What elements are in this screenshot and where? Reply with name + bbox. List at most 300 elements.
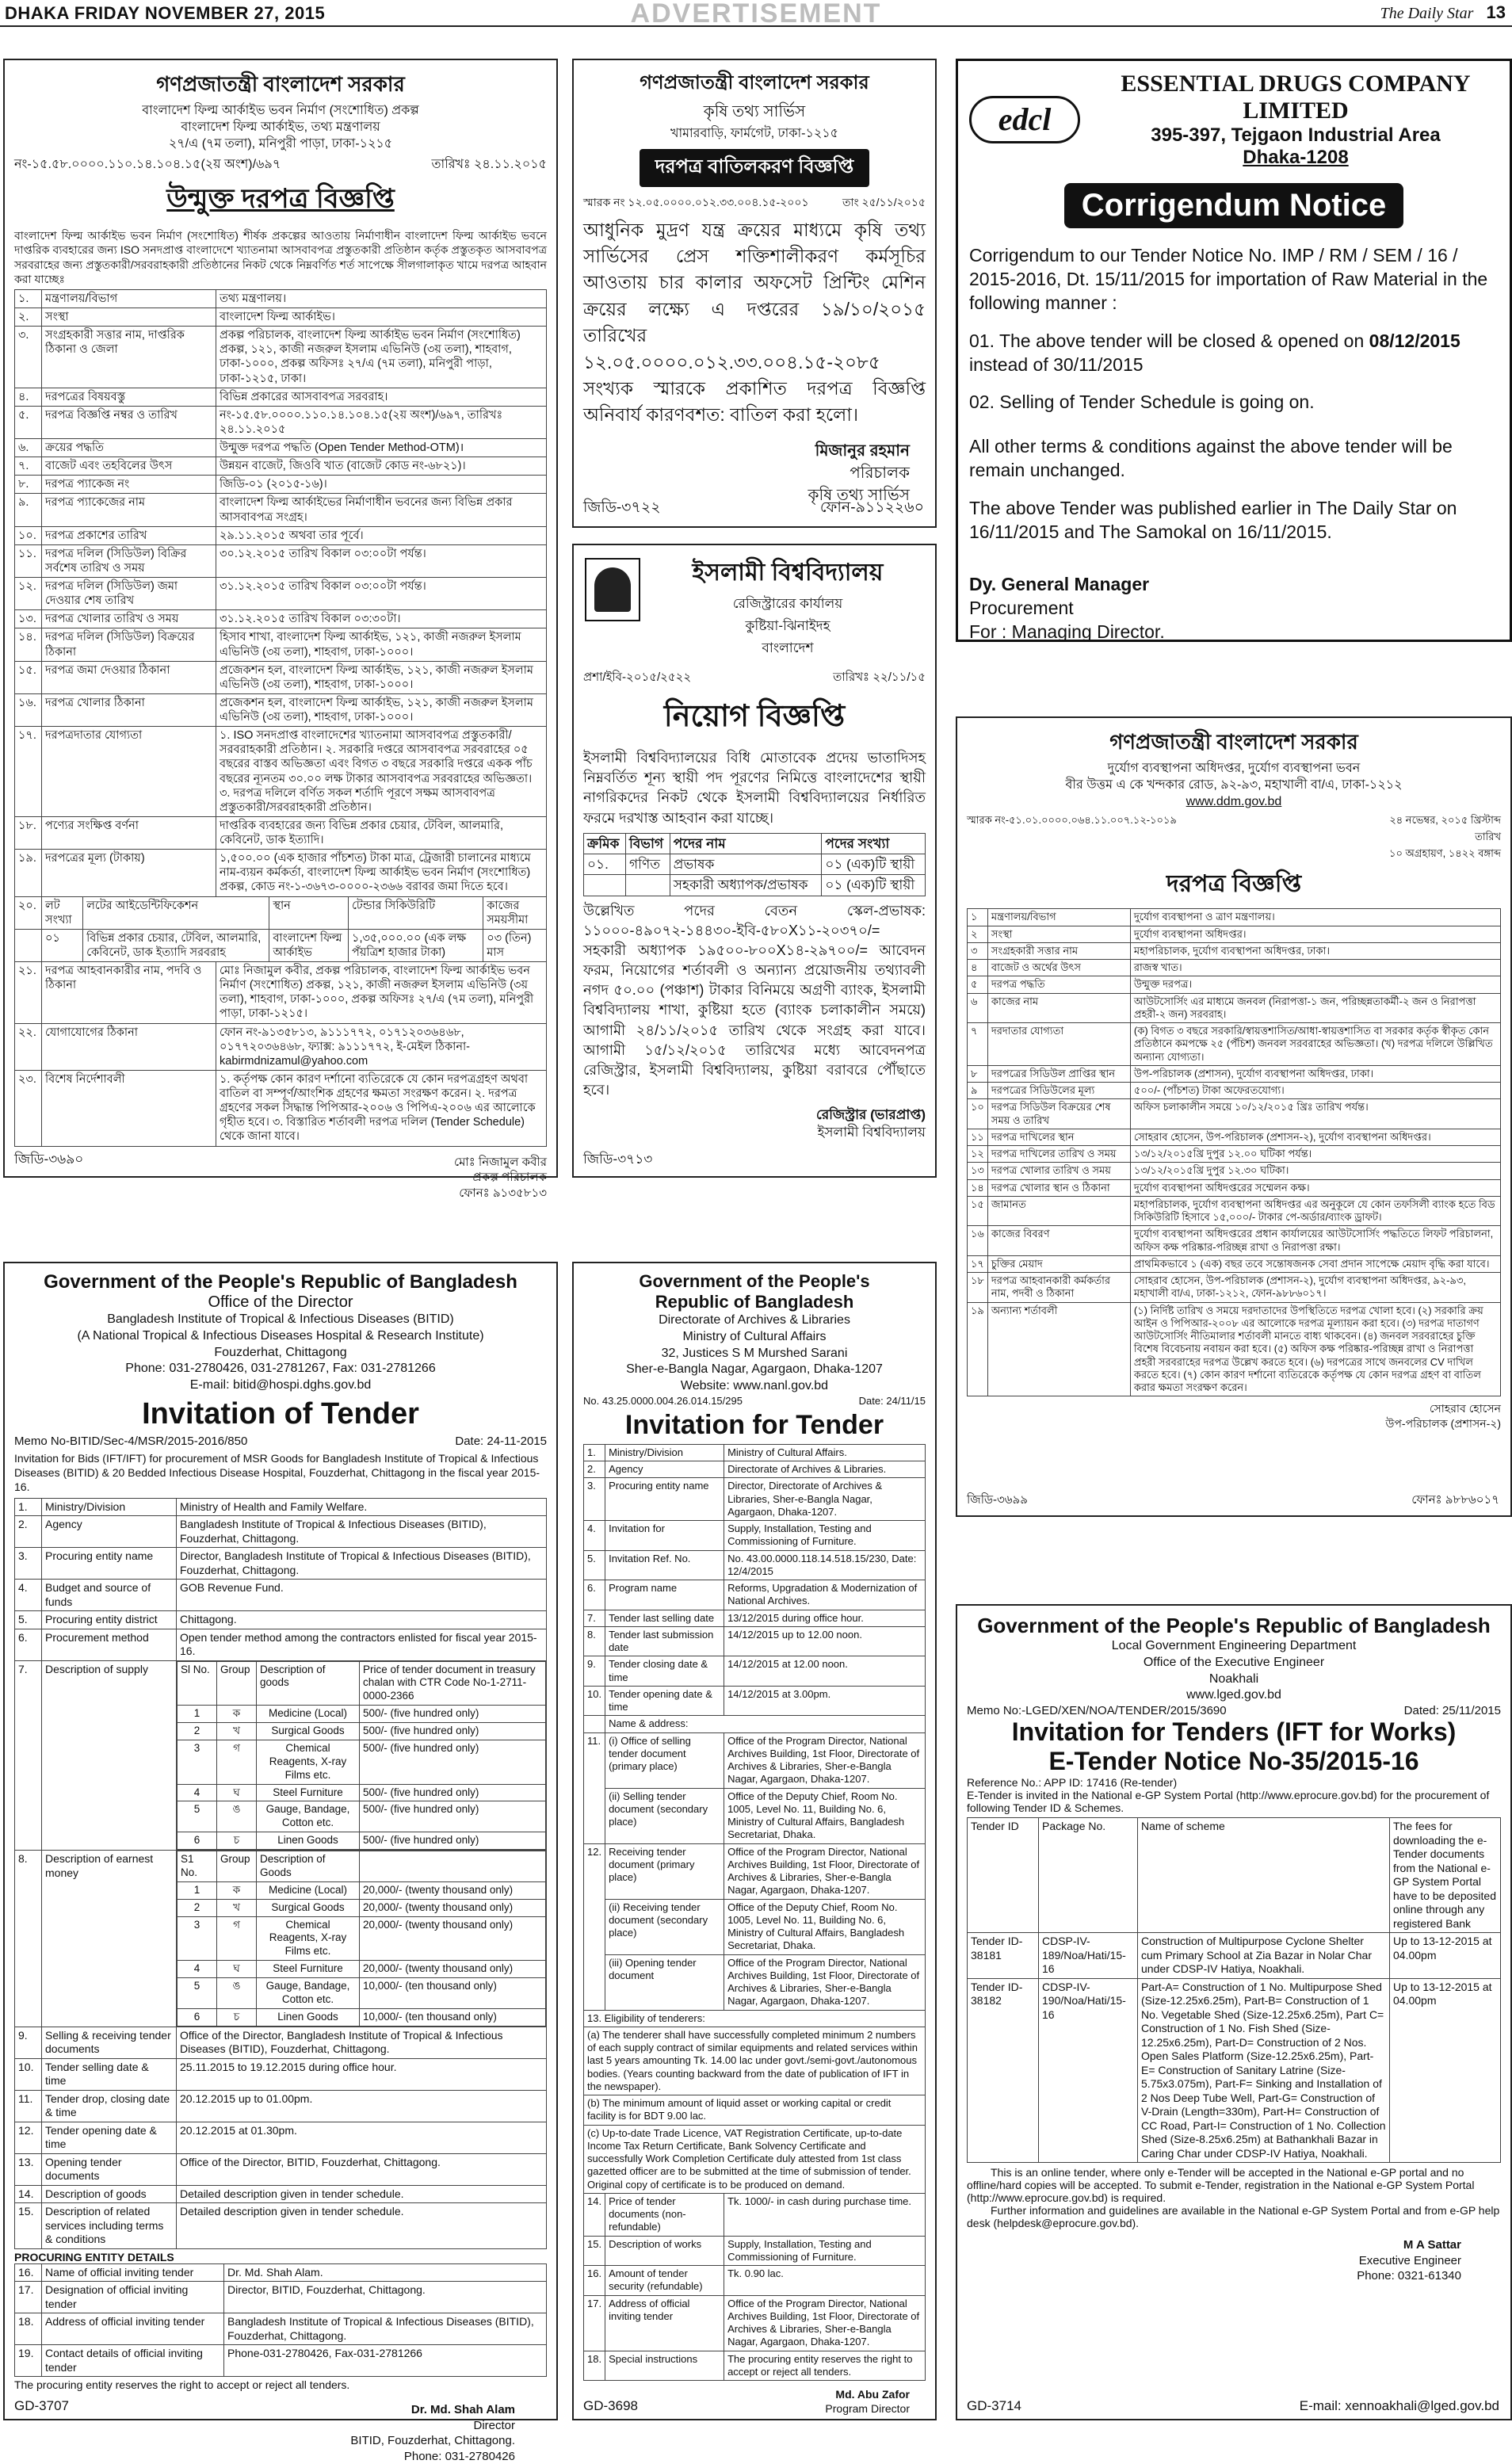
signatory-phone: Phone: 0321-61340 (1357, 2269, 1461, 2283)
row-label: Price of tender documents (non-refundable) (605, 2193, 724, 2236)
sub-col-header: Description of Goods (257, 1851, 360, 1882)
table-row (15, 327, 547, 388)
row-no: ১২ (968, 1146, 988, 1163)
cell: Construction of Multipurpose Cyclone Shelter cum Primary School at Zia Bazar in Nolar Char under CDSP-IV Hatiya, Noakhali. (1138, 1933, 1390, 1979)
row-value: 14/12/2015 up to 12.00 noon. (724, 1626, 926, 1656)
row-label: দরপত্র প্রকাশের তারিখ (42, 526, 216, 544)
row-value: 20.12.2015 up to 01.00pm. (177, 2090, 547, 2122)
section-title: ADVERTISEMENT (630, 0, 882, 29)
row-label: Procuring entity district (42, 1611, 177, 1629)
sub-cell: Chemical Reagents, X-ray Films etc. (257, 1916, 360, 1961)
table-row (15, 1611, 547, 1629)
row-no: 18. (15, 2313, 42, 2345)
table-row (968, 1023, 1501, 1066)
reference: Reference No.: APP ID: 17416 (Re-tender) (967, 1776, 1178, 1790)
row-label: Invitation Ref. No. (605, 1550, 724, 1580)
university-name: ইসলামী বিশ্ববিদ্যালয় (692, 560, 884, 586)
location: Noakhali (1208, 1671, 1259, 1686)
memo-date: Dated: 25/11/2015 (1403, 1704, 1501, 1718)
row-label: দরপত্র দলিল (সিডিউল) বিক্রয়ের ঠিকানা (42, 628, 216, 661)
row-label: Tender opening date & time (605, 1686, 724, 1716)
website: Website: www.nanl.gov.bd (680, 1379, 829, 1393)
row-value: উন্মুক্ত দরপত্র। (1130, 976, 1500, 993)
institute-name: Bangladesh Institute of Tropical & Infectious Diseases (BITID) (107, 1312, 454, 1326)
notice-para: All other terms & conditions against the above tender will be remain unchanged. (969, 436, 1453, 481)
memo-date: তারিখঃ ২৪.১১.২০১৫ (431, 158, 547, 172)
row-value: (১) নির্দিষ্ট তারিখ ও সময়ে দরদাতাদের উপস্থিতিতে দরপত্র খোলা হবে। (২) সরকারি ক্রয় আইন ও পিপিআর-২০০৮ এর আলোকে দরপত্র মূল্যায়ন করা হবে। (৩) দরপত্র দাতাগণ আউটসোর্সিং নীতিমালার শর্তাবলী মানতে বাধ্য থাকবেন। (৪) জনবল সরবরাহের চুক্তি বিশেষ বিবেচনায় নবায়ন করা হবে। (৫) অফিস কক্ষ পরিষ্কার-পরিচ্ছন্ন রাখা ও নিরাপত্তা প্রহরী সরবরাহের দরপত্র উল্লেখ করতে হবে। (৬) দরপত্রের সাথে জনবলের CV দাখিল করতে হবে। (৭) কোন কারণ দর্শানো ব্যতিরেকে কর্তৃপক্ষ যে কোন দরপত্র গ্রহণ বা বাতিল করার ক্ষমতা সংরক্ষণ করেন। (1130, 1302, 1500, 1396)
signatory-org: ইসলামী বিশ্ববিদ্যালয় (817, 1125, 926, 1140)
office-name: Office of the Director (208, 1293, 353, 1311)
tender-table (583, 1444, 926, 1717)
row-label: Selling & receiving tender documents (42, 2027, 177, 2058)
ad-subtitle: ২৭/এ (৭ম তলা), মনিপুরী পাড়া, ঢাকা-১২১৫ (168, 136, 393, 151)
signatory-phone: ফোনঃ ৯১৩৫৮১৩ (459, 1186, 547, 1200)
row-label: দরপত্রের সিডিউল প্রাপ্তির স্থান (987, 1065, 1130, 1082)
notice-title: Corrigendum Notice (1064, 183, 1403, 228)
row-value: ৫০০/- (পাঁচশত) টাকা অফেরতযোগ্য। (1130, 1083, 1500, 1099)
sub-cell: গ (217, 1916, 257, 1961)
row-value: Supply, Installation, Testing and Commissioning of Furniture. (724, 2236, 926, 2266)
row-no: ২ (968, 926, 988, 942)
signatory-name: Md. Abu Zafor (835, 2388, 910, 2401)
sub-cell: 4 (178, 1784, 217, 1801)
table-row (968, 1302, 1501, 1396)
row-no: 17. (15, 2282, 42, 2313)
row-label: Address of official inviting tender (42, 2313, 224, 2345)
sub-cell: Gauge, Bandage, Cotton etc. (257, 1978, 360, 2009)
row-label: Ministry/Division (605, 1444, 724, 1461)
notice-title: দরপত্র বাতিলকরণ বিজ্ঞপ্তি (640, 149, 869, 187)
email: E-mail: xennoakhali@lged.gov.bd (1299, 2398, 1499, 2413)
note: This is an online tender, where only e-Tender will be accepted in the National e-GP portal and no offline/hard copies will be accepted. To submit e-Tender, registration in the National e-GP System Portal (http://www.eprocure.gov.bd) is required. (967, 2166, 1475, 2205)
paper-name: The Daily Star (1380, 5, 1474, 22)
row-no: 14. (584, 2193, 605, 2236)
table-row (15, 2058, 547, 2090)
row-no: ১৬. (15, 693, 42, 726)
cell (625, 875, 670, 896)
sub-cell: 5 (178, 1978, 217, 2009)
row-value: 25.11.2015 to 19.12.2015 during office hour. (177, 2058, 547, 2090)
row-value: Office of the Program Director, National Archives Building, 1st Floor, Directorate of Archives & Libraries, Sher-e-Bangla Nagar, Agargaon, Dhaka-1207. (724, 2295, 926, 2351)
notice-title: দরপত্র বিজ্ঞপ্তি (1166, 871, 1302, 898)
ad-bitid-tender (3, 1262, 558, 2463)
sub-cell: Medicine (Local) (257, 1881, 360, 1899)
table-row (15, 1851, 547, 2027)
ad-ddm-tender (956, 716, 1512, 1517)
row-label: কাজের বিবরণ (987, 1226, 1130, 1256)
office: Office of the Executive Engineer (1143, 1655, 1325, 1669)
eligibility-c: (c) Up-to-date Trade Licence, VAT Registration Certificate, up-to-date Income Tax Return Certificate, Bank Solvency Certificate and successfully Work Completion Certificate duly attested from 1st class gazetted officer are to be submitted at the time of submission of tender. Original copy of certificate is to be produced on demand. (584, 2125, 926, 2193)
sub-col-header: Description of goods (257, 1661, 360, 1706)
row-value: 14/12/2015 at 12.00 noon. (724, 1656, 926, 1687)
table-row (15, 439, 547, 457)
ad-gov-title: গণপ্রজাতন্ত্রী বাংলাদেশ সরকার (640, 72, 869, 94)
row-label: দরপত্র পদ্ধতি (987, 976, 1130, 993)
signatory-phone: Phone: 031-2780426 (403, 2449, 515, 2463)
cell: Up to 13-12-2015 at 04.00pm (1390, 1978, 1501, 2163)
row-value: 20.12.2015 at 01.30pm. (177, 2122, 547, 2153)
row-label: দরপত্র প্যাকেজ নং (42, 476, 216, 494)
lot-col: কাজের সময়সীমা (483, 896, 547, 929)
row-value: Office of the Director, Bangladesh Institute of Tropical & Infectious Diseases (BITID), Fouzderhat, Chittagong. (177, 2027, 547, 2058)
table-row (968, 942, 1501, 959)
col-header: বিভাগ (625, 833, 670, 854)
section-heading: PROCURING ENTITY DETAILS (14, 2250, 174, 2263)
vacancy-table (583, 833, 926, 896)
row-no: ৯. (15, 494, 42, 526)
row-no: ১৫. (15, 661, 42, 693)
row-value: Office of the Deputy Chief, Room No. 1005, Level No. 11, Building No. 6, Ministry of Cultural Affairs, Bangladesh Secretariat, Dhaka. (724, 1899, 926, 1954)
row-label: Designation of official inviting tender (42, 2282, 224, 2313)
row-no: ১৮ (968, 1273, 988, 1303)
sub-cell: 500/- (five hundred only) (360, 1723, 546, 1740)
ad-gov-title: Government of the People's (639, 1271, 870, 1291)
col-header: The fees for downloading the e-Tender documents from the National e-GP System Portal have to be deposited online through any registered Bank (1390, 1818, 1501, 1933)
row-no: 6. (15, 1629, 42, 1660)
row-no: ৪. (15, 388, 42, 406)
row-no: ৪ (968, 960, 988, 976)
phone-number: ফোনঃ ৯৮৮৬০১৭ (1411, 1493, 1499, 1507)
website: www.lged.gov.bd (1186, 1688, 1281, 1702)
table-row (584, 1686, 926, 1716)
notice-title: উন্মুক্ত দরপত্র বিজ্ঞপ্তি (166, 184, 395, 215)
row-label: (ii) Selling tender document (secondary place) (605, 1788, 724, 1843)
signatory-title: প্রকল্প পরিচালক (472, 1171, 547, 1185)
row-value: ৩১.১২.২০১৫ তারিখ বিকাল ০৩:০০টা পর্যন্ত। (216, 578, 547, 610)
row-value: Detailed description given in tender schedule. (177, 2203, 547, 2249)
table-row (584, 2266, 926, 2296)
row-label: মন্ত্রণালয়/বিভাগ (987, 909, 1130, 926)
row-value: ১,৫০০.০০ (এক হাজার পাঁচশত) টাকা মাত্র, ট্রেজারী চালানের মাধ্যমে নাম-ব্যয়ন কর্মকর্তা, বাংলাদেশ ফিল্ম আর্কাইভ ভবন নির্মাণ (সংশোধিত) প্রকল্প, কোড নং-১-৩৬৭৩-০০০০-২৩৬৬ বরাবর জমা দিতে হবে। (216, 850, 547, 896)
col-header: ক্রমিক (584, 833, 626, 854)
row-no: ১১. (15, 544, 42, 577)
row-no: 3. (15, 1548, 42, 1580)
signatory-name: M A Sattar (1403, 2238, 1461, 2252)
tender-table (14, 1498, 547, 2249)
sub-cell: Surgical Goods (257, 1899, 360, 1916)
sub-cell: 10,000/- (ten thousand only) (360, 1978, 546, 2009)
lot-col: স্থান (269, 896, 349, 929)
lot-col: লটের আইডেন্টিফিকেশন (83, 896, 269, 929)
row-value: Detailed description given in tender schedule. (177, 2185, 547, 2203)
cell: সহকারী অধ্যাপক/প্রভাষক (670, 875, 822, 896)
row-no: ২১. (15, 962, 42, 1024)
row-label: দরপত্র খোলার তারিখ ও সময় (42, 610, 216, 628)
row-value: Office of the Director, BITID, Fouzderhat, Chittagong. (177, 2153, 547, 2185)
sub-cell: ঘ (217, 1961, 257, 1978)
row-value: দুর্যোগ ব্যবস্থাপনা অধিদপ্তরের প্রধান কার্যালয়ের আউটসোর্সিং পদ্ধতিতে লিফট পরিচালনা, অফিস কক্ষ পরিষ্কার-পরিচ্ছন্ন রাখা ও নিরাপত্তা রক্ষা। (1130, 1226, 1500, 1256)
notice-para: The above Tender was published earlier in The Daily Star on 16/11/2015 and The Samokal on 16/11/2015. (969, 498, 1457, 543)
row-no: 4. (584, 1521, 605, 1551)
institute-email: E-mail: bitid@hospi.dghs.gov.bd (189, 1378, 372, 1392)
sub-cell: ক (217, 1706, 257, 1723)
edcl-logo-icon: edcl (969, 96, 1080, 143)
row-no: 13. (15, 2153, 42, 2185)
row-no: ৬ (968, 993, 988, 1023)
row-label: দরপত্রের সিডিউলের মূল্য (987, 1083, 1130, 1099)
row-no: 9. (584, 1656, 605, 1687)
cell: Part-A= Construction of 1 No. Multipurpose Shed (Size-12.25x6.25m), Part-B= Construction of 1 No. Vegetable Shed (Size-12.25x6.25m), Part C= Construction of 1 No. Fish Shed (Size-12.25x6.25m), Part-D= Construction of 2 Nos. Open Sales Platform (Size-12.25x6.25m), Part-E= Construction of Sanitary Latrine (Size-5.75x3.075m), Part-F= Sinking and Installation of 2 Nos Deep Tube Well, Part-G= Construction of V-Drain (Length=330m), Part-H= Construction of CC Road, Part-I= Construction of 1 No. Collection Shed (Size-8.25x6.25m) at Bathankhali Bazar in Caring Char under CDSP-IV Hatiya, Noakhali. (1138, 1978, 1390, 2163)
row-value: 13/12/2015 during office hour. (724, 1610, 926, 1626)
sub-cell: 500/- (five hundred only) (360, 1706, 546, 1723)
item-text: 01. The above tender will be closed & opened on (969, 330, 1369, 351)
sub-cell: চ (217, 2008, 257, 2026)
sub-cell: 2 (178, 1723, 217, 1740)
cell: ০১ (এক)টি স্থায়ী (822, 875, 926, 896)
table-row (15, 1580, 547, 1611)
table-row (968, 976, 1501, 993)
directorate: Directorate of Archives & Libraries (659, 1313, 850, 1327)
memo-number: প্রশা/ইবি-২০১৫/২৫২২ (583, 670, 692, 684)
cell: ০১ (এক)টি স্থায়ী (822, 854, 926, 875)
row-label: Amount of tender security (refundable) (605, 2266, 724, 2296)
row-label: পণ্যের সংক্ষিপ্ত বর্ণনা (42, 816, 216, 849)
row-value: আউটসোর্সিং এর মাধ্যমে জনবল (নিরাপত্তা-১ জন, পরিচ্ছন্নতাকর্মী-২ জন ও নিরাপত্তা প্রহরী-২ জন) সরবরাহ। (1130, 993, 1500, 1023)
gd-number: GD-3698 (583, 2398, 638, 2413)
row-label: Tender last selling date (605, 1610, 724, 1626)
row-value: প্রজেকশন হল, বাংলাদেশ ফিল্ম আর্কাইভ, ১২১, কাজী নজরুল ইসলাম এভিনিউ (৩য় তলা), শাহবাগ, ঢাকা-১০০০। (216, 661, 547, 693)
sub-cell: ঙ (217, 1801, 257, 1832)
row-no: ১৪. (15, 628, 42, 661)
row-no: 15. (15, 2203, 42, 2249)
row-no: 18. (584, 2351, 605, 2381)
row-label: কাজের নাম (987, 993, 1130, 1023)
website-link[interactable]: www.ddm.gov.bd (1186, 794, 1282, 808)
signatory-title: Dy. General Manager (969, 573, 1150, 594)
lot-cell: ০৩ (তিন) মাস (483, 929, 547, 961)
row-no: 11. (584, 1732, 605, 1843)
signatory-name: Dr. Md. Shah Alam (410, 2403, 515, 2417)
row-label: দরপত্র খোলার স্থান ও ঠিকানা (987, 1179, 1130, 1196)
tender-table (967, 908, 1501, 1396)
lot-cell: বিভিন্ন প্রকার চেয়ার, টেবিল, আলমারি, কেবিনেট, ডাক ইত্যাদি সরবরাহ (83, 929, 269, 961)
table-row (15, 2345, 547, 2377)
row-value: Dr. Md. Shah Alam. (224, 2263, 547, 2282)
row-value: উন্মুক্ত দরপত্র পদ্ধতি (Open Tender Method-OTM)। (216, 439, 547, 457)
ad-lged-tender (956, 1604, 1512, 2420)
signatory-title: রেজিস্ট্রার (ভারপ্রাপ্ত) (815, 1107, 926, 1123)
signatory-name: মোঃ নিজামুল কবীর (453, 1155, 547, 1169)
row-value: মোঃ নিজামুল কবীর, প্রকল্প পরিচালক, বাংলাদেশ ফিল্ম আর্কাইভ ভবন নির্মাণ (সংশোধিত) প্রকল্প, ১২১, কাজী নজরুল ইসলাম এভিনিউ (৩য় তলা), শাহবাগ, ঢাকা-১০০০, প্রকল্প অফিসঃ ২৭/এ (৭ম তলা), মনিপুরী পাড়া, ঢাকা-১২১৫। (216, 962, 547, 1024)
company-city: Dhaka-1208 (1243, 147, 1349, 168)
table-row (15, 2090, 547, 2122)
row-label: দরপত্র দাখিলের তারিখ ও সময় (987, 1146, 1130, 1163)
row-no: ৮ (968, 1065, 988, 1082)
row-label: (iii) Opening tender document (605, 1954, 724, 2010)
sub-cell: Linen Goods (257, 2008, 360, 2026)
table-row (15, 2282, 547, 2313)
row-value: Chittagong. (177, 1611, 547, 1629)
row-value: মহাপরিচালক, দুর্যোগ ব্যবস্থাপনা অধিদপ্তর এর অনুকূলে যে কোন তফসিলী ব্যাংক হতে বিড সিকিউরিটি হিসাবে ১৫,০০০/- টাকার পে-অর্ডার/ব্যাংক ড্রাফট। (1130, 1196, 1500, 1226)
row-value: Office of the Program Director, National Archives Building, 1st Floor, Directorate of Archives & Libraries, Sher-e-Bangla Nagar, Agargaon, Dhaka-1207. (724, 1954, 926, 2010)
notice-subtitle: E-Tender Notice No-35/2015-16 (1048, 1747, 1419, 1776)
table-row (968, 1065, 1501, 1082)
table-row (15, 1629, 547, 1660)
sub-cell: 500/- (five hundred only) (360, 1784, 546, 1801)
notice-item (969, 330, 1499, 377)
row-value: ২৯.১১.২০১৫ অথবা তার পূর্বে। (216, 526, 547, 544)
row-no: ৩ (968, 942, 988, 959)
note: Further information and guidelines are available in the National e-GP System Portal and from e-GP help desk (helpdesk@eprocure.gov.bd). (967, 2204, 1500, 2230)
table-row (15, 962, 547, 1024)
memo-number: স্মারক নং ১২.০৫.০০০০.০১২.৩৩.০০৪.১৫-২০০১ (583, 195, 809, 208)
row-label: দরপত্র দলিল (সিডিউল) জমা দেওয়ার শেষ তারিখ (42, 578, 216, 610)
table-row (15, 661, 547, 693)
table-row (15, 1498, 547, 1516)
row-value: দুর্যোগ ব্যবস্থাপনা ও ত্রাণ মন্ত্রণালয়। (1130, 909, 1500, 926)
ad-subtitle: বাংলাদেশ ফিল্ম আর্কাইভ ভবন নির্মাণ (সংশোধিত) প্রকল্প (142, 104, 419, 117)
row-label: Tender last submission date (605, 1626, 724, 1656)
sub-cell: চ (217, 1832, 257, 1850)
phone-number: ফোন-৯১১২২৬০ (819, 499, 924, 516)
table-row (584, 1550, 926, 1580)
table-row (15, 308, 547, 327)
table-row (15, 526, 547, 544)
memo-date: তারিখঃ ২২/১১/১৫ (833, 670, 926, 684)
tender-table (967, 1817, 1501, 2163)
row-value: ১৩/১২/২০১৫খ্রি দুপুর ১২.৩০ ঘটিকা। (1130, 1163, 1500, 1179)
row-no: 19. (15, 2345, 42, 2377)
sub-cell: 6 (178, 2008, 217, 2026)
signatory-title: Program Director (825, 2402, 910, 2416)
row-label: Description of related services including terms & conditions (42, 2203, 177, 2249)
row-label: Agency (42, 1516, 177, 1548)
col-header: Tender ID (968, 1818, 1039, 1933)
sub-cell: Linen Goods (257, 1832, 360, 1850)
signatory-title: পরিচালক (850, 464, 910, 482)
row-label: দরপত্র সিডিউল বিক্রয়ের শেষ সময় ও তারিখ (987, 1099, 1130, 1129)
table-row (968, 1196, 1501, 1226)
sub-cell: খ (217, 1899, 257, 1916)
row-value: ১৩/১২/২০১৫খ্রি দুপুর ১২.০০ ঘটিকা পর্যন্ত। (1130, 1146, 1500, 1163)
sub-cell: 3 (178, 1740, 217, 1784)
address: Sher-e-Bangla Nagar, Agargaon, Dhaka-1207 (626, 1362, 883, 1377)
row-value: Bangladesh Institute of Tropical & Infectious Diseases (BITID), Fouzderhat, Chittagong. (224, 2313, 547, 2345)
table-row (968, 1273, 1501, 1303)
cell: CDSP-IV-189/Noa/Hati/15-16 (1039, 1933, 1138, 1979)
sub-col-header (360, 1851, 546, 1882)
table-row (15, 610, 547, 628)
row-no: 1. (584, 1444, 605, 1461)
row-value: বিভিন্ন প্রকারের আসবাবপত্র সরবরাহ। (216, 388, 547, 406)
row-label: Procuring entity name (605, 1478, 724, 1521)
cell: CDSP-IV-190/Noa/Hati/15-16 (1039, 1978, 1138, 2163)
table-row (15, 628, 547, 661)
row-no: ৯ (968, 1083, 988, 1099)
masthead (0, 0, 1512, 27)
sub-cell: Medicine (Local) (257, 1706, 360, 1723)
institute-location: Fouzderhat, Chittagong (214, 1345, 347, 1359)
sub-cell: 2 (178, 1899, 217, 1916)
row-value: Tk. 1000/- in cash during purchase time. (724, 2193, 926, 2236)
table-row (968, 1255, 1501, 1272)
row-label: যোগাযোগের ঠিকানা (42, 1023, 216, 1070)
table-row (15, 457, 547, 476)
table-row (15, 850, 547, 896)
row-no: ২২. (15, 1023, 42, 1070)
row-no: ১৫ (968, 1196, 988, 1226)
table-row (968, 1179, 1501, 1196)
row-value: Tk. 0.90 lac. (724, 2266, 926, 2296)
ad-subtitle: দুর্যোগ ব্যবস্থাপনা অধিদপ্তর, দুর্যোগ ব্যবস্থাপনা ভবন (1107, 762, 1361, 775)
sub-col-header: Sl No. (178, 1661, 217, 1706)
row-label: (ii) Receiving tender document (secondary place) (605, 1899, 724, 1954)
gd-number: জিডি-৩৬৯০ (14, 1152, 84, 1167)
row-value: Ministry of Health and Family Welfare. (177, 1498, 547, 1516)
table-row (584, 1656, 926, 1687)
signatory-org: কৃষি তথ্য সার্ভিস (808, 486, 910, 504)
row-value: Office of the Program Director, National Archives Building, 1st Floor, Directorate of Archives & Libraries, Sher-e-Bangla Nagar, Agargaon, Dhaka-1207. (724, 1843, 926, 1899)
row-value: GOB Revenue Fund. (177, 1580, 547, 1611)
row-label: দরপত্র প্যাকেজের নাম (42, 494, 216, 526)
row-label: জামানত (987, 1196, 1130, 1226)
row-no: ৫ (968, 976, 988, 993)
notice-intro: বাংলাদেশ ফিল্ম আর্কাইভ ভবন নির্মাণ (সংশোধিত) শীর্ষক প্রকল্পের আওতায় নির্মাণাধীন বাংলাদেশ ফিল্ম আর্কাইভ ভবনে দাপ্তরিক ব্যবহারের জন্য ISO সনদপ্রাপ্ত বাংলাদেশে খ্যাতনামা আসবাবপত্র প্রস্তুতকারী প্রতিষ্ঠান কর্তৃক প্রস্তুতকৃত আসবাবপত্র সরবরাহের জন্য প্রস্তুতকারী/সরবরাহকারী প্রতিষ্ঠানের নিকট থেকে নিম্নবর্ণিত শর্ত সাপেক্ষে সীলগালাকৃত খামে দরপত্র আহবান করা যাচ্ছেঃ (14, 229, 547, 285)
table-row (968, 1146, 1501, 1163)
row-value: হিসাব শাখা, বাংলাদেশ ফিল্ম আর্কাইভ, ১২১, কাজী নজরুল ইসলাম এভিনিউ (৩য় তলা), শাহবাগ, ঢাকা-১০০০। (216, 628, 547, 661)
col-header: পদের নাম (670, 833, 822, 854)
row-no: ১. (15, 289, 42, 308)
row-no: 16. (584, 2266, 605, 2296)
table-row (15, 289, 547, 308)
table-row (968, 960, 1501, 976)
row-label: Procuring entity name (42, 1548, 177, 1580)
table-row (15, 388, 547, 406)
row-label: দরপত্র দলিল (সিডিউল) বিক্রির সর্বশেষ তারিখ ও সময় (42, 544, 216, 577)
cell (584, 875, 626, 896)
row-value: Office of the Deputy Chief, Room No. 1005, Level No. 11, Building No. 6, Ministry of Cultural Affairs, Bangladesh Secretariat, Dhaka. (724, 1788, 926, 1843)
row-value: Open tender method among the contractors enlisted for fiscal year 2015-16. (177, 1629, 547, 1660)
row-value: (ক) বিগত ৩ বছরে সরকারি/স্বায়ত্তশাসিত/আধা-স্বায়ত্তশাসিত বা সরকার কর্তৃক স্বীকৃত কোন প্রতিষ্ঠানে কমপক্ষে ২৫ (পঁচিশ) জনবল সরবরাহের অভিজ্ঞতা। (খ) দরপত্র দলিলে উল্লিখিত অন্যান্য যোগ্যতা। (1130, 1023, 1500, 1066)
row-value: প্রাথমিকভাবে ১ (এক) বছর তবে সন্তোষজনক সেবা প্রদান সাপেক্ষে মেয়াদ বৃদ্ধি করা যাবে। (1130, 1255, 1500, 1272)
sub-col-header: Price of tender document in treasury chalan with CTR Code No-1-2711-0000-2366 (360, 1661, 546, 1706)
cell: Tender ID-38181 (968, 1933, 1039, 1979)
row-label: বিশেষ নির্দেশাবলী (42, 1070, 216, 1146)
table-row (15, 1660, 547, 1851)
row-label: দরপত্রের মূল্য (টাকায়) (42, 850, 216, 896)
row-label: Program name (605, 1580, 724, 1610)
col-header: Package No. (1039, 1818, 1138, 1933)
table-row (15, 2153, 547, 2185)
table-row (584, 1461, 926, 1478)
sub-cell: Steel Furniture (257, 1961, 360, 1978)
ad-gov-title: Government of the People's Republic of Bangladesh (977, 1614, 1491, 1637)
notice-title: Invitation of Tender (142, 1396, 419, 1431)
table-row (15, 2263, 547, 2282)
row-no: 3. (584, 1478, 605, 1521)
row-value: ফোন নং-৯১৩৫৮১৩, ৯১১১৭৭২, ০১৭১২০৩৬৪৬৮, ০১৭৭২০৩৬৪৬৮, ফ্যাক্স: ৯১১১৭৭২, ই-মেইল ঠিকানা- kabirmdnizamul@yahoo.com (216, 1023, 547, 1070)
table-row (15, 578, 547, 610)
row-value: Director, BITID, Fouzderhat, Chittagong. (224, 2282, 547, 2313)
row-label: দরপত্রদাতার যোগ্যতা (42, 727, 216, 817)
notice-body: উল্লেখিত পদের বেতন স্কেল-প্রভাষক: ১১০০০-৪৯০৭২-১৪৪৩০-ইবি-৫৮০X১১-২০৩৭০/= সহকারী অধ্যাপক ১৯৫০০-৮০০X১৪-২৯৭০০/= আবেদন ফরম, নিয়োগের শর্তাবলী ও অন্যান্য প্রয়োজনীয় তথ্যাবলী নগদ ৫০.০০ (পঞ্চাশ) টাকার বিনিময়ে অগ্রণী ব্যাংক, ইসলামী বিশ্ববিদ্যালয় শাখা, কুষ্টিয়া হতে (ব্যাংক চলাকালীন সময়ে) আগামী ২৪/১১/২০১৫ তারিখ থেকে সংগ্রহ করা যাবে। আগামী ১৫/১২/২০১৫ তারিখের মধ্যে আবেদনপত্র রেজিস্ট্রার, ইসলামী বিশ্ববিদ্যালয়, কুষ্টিয়া বরাবরে পৌঁছাতে হবে। (583, 902, 926, 1098)
company-address: 395-397, Tejgaon Industrial Area (1151, 124, 1441, 146)
cell: Tender ID- 38182 (968, 1978, 1039, 2163)
row-value: Directorate of Archives & Libraries. (724, 1461, 926, 1478)
row-value: সোহরাব হোসেন, উপ-পরিচালক (প্রশাসন-২), দুর্যোগ ব্যবস্থাপনা অধিদপ্তর, ৯২-৯৩, মহাখালী বা/এ, ঢাকা-১২১২, ফোন-৯৮৮৬০১৭। (1130, 1273, 1500, 1303)
row-no: ১০ (968, 1099, 988, 1129)
row-no: ৬. (15, 439, 42, 457)
paper-page (1380, 2, 1506, 23)
company-name: ESSENTIAL DRUGS COMPANY LIMITED (1121, 71, 1471, 124)
row-no: ১৯ (968, 1302, 988, 1396)
table-row (968, 1129, 1501, 1145)
row-no: 16. (15, 2263, 42, 2282)
sub-cell: 20,000/- (twenty thousand only) (360, 1899, 546, 1916)
row-label: Receiving tender document (primary place) (605, 1843, 724, 1899)
row-no: ২. (15, 308, 42, 327)
table-row (968, 926, 1501, 942)
